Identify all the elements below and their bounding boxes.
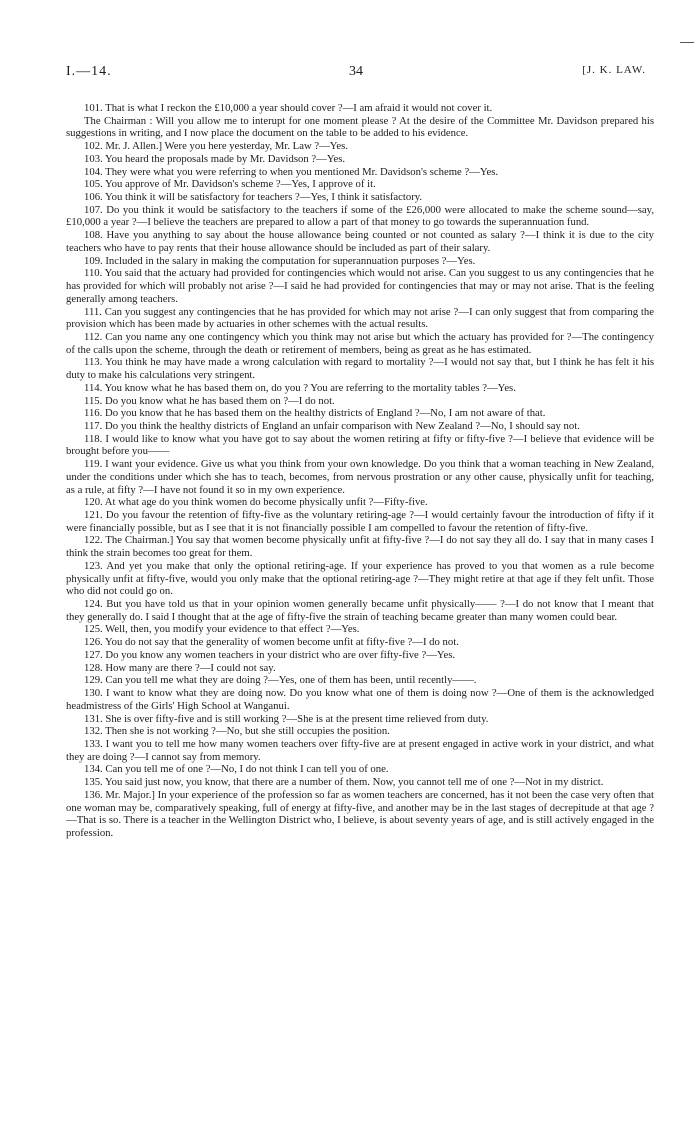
paragraph: 114. You know what he has based them on, do you ? You are referring to the mortality tables ?—Yes. [84, 381, 516, 394]
paragraph: 127. Do you know any women teachers in your district who are over fifty-five ?—Yes. [84, 648, 456, 661]
paragraph: 107. Do you think it would be satisfactory to the teachers if some of the £26,000 were allocated to make the scheme sound—say, £10,000 a year ?—I believe the teachers are prepared to allow a part of that money to go towards the superannuation fund. [66, 203, 654, 229]
paragraph: 108. Have you anything to say about the house allowance being counted or not counted as salary ?—I think it is due to the city teachers who have to pay rents that their house allowance should be included as part of their salary. [66, 229, 654, 254]
paragraph: 117. Do you think the healthy districts of England an unfair comparison with New Zealand ?—No, I should say not. [84, 419, 580, 432]
paragraph: 132. Then she is not working ?—No, but she still occupies the position. [84, 725, 390, 738]
paragraph: 126. You do not say that the generality of women become unfit at fifty-five ?—I do not. [84, 636, 459, 649]
paragraph: 120. At what age do you think women do become physically unfit ?—Fifty-five. [84, 496, 428, 509]
paragraph: 135. You said just now, you know, that there are a number of them. Now, you cannot tell me of one ?—Not in my district. [84, 776, 604, 789]
evidence-transcript [66, 102, 654, 840]
paragraph: 103. You heard the proposals made by Mr. Davidson ?—Yes. [84, 152, 346, 165]
witness-name: [J. K. LAW. [582, 64, 646, 76]
paragraph: 133. I want you to tell me how many women teachers over fifty-five are at present engaged in active work in your district, and what they are doing ?—I cannot say from memory. [66, 737, 654, 763]
paragraph: 106. You think it will be satisfactory for teachers ?—Yes, I think it satisfactory. [84, 191, 423, 204]
paragraph: 121. Do you favour the retention of fifty-five as the voluntary retiring-age ?—I would certainly favour the introduction of fifty if it were financially possible, but as I see that it is not financially possible I am compelled to favour the retention of fifty-five. [66, 509, 654, 534]
paragraph: 115. Do you know what he has based them on ?—I do not. [84, 394, 335, 407]
paragraph: 125. Well, then, you modify your evidence to that effect ?—Yes. [84, 623, 360, 636]
paragraph: 102. Mr. J. Allen.] Were you here yesterday, Mr. Law ?—Yes. [84, 140, 348, 153]
page-edge-mark [680, 42, 694, 43]
paragraph: 104. They were what you were referring to when you mentioned Mr. Davidson's scheme ?—Yes. [84, 165, 499, 178]
paragraph: 105. You approve of Mr. Davidson's scheme ?—Yes, I approve of it. [84, 178, 376, 191]
paragraph: 122. The Chairman.] You say that women become physically unfit at fifty-five ?—I do not say they all do. I say that in many cases I think the strain becomes too great for them. [66, 534, 654, 560]
paragraph: 101. That is what I reckon the £10,000 a year should cover ?—I am afraid it would not cover it. [84, 102, 493, 114]
paragraph: 123. And yet you make that only the optional retiring-age. If your experience has proved to you that women as a rule become physically unfit at fifty-five, would you only make that the optional retiring-age ?—They might retire at that age if they felt unfit. Those who did not could go on. [66, 559, 654, 598]
paragraph: 118. I would like to know what you have got to say about the women retiring at fifty or fifty-five ?—I believe that evidence will be brought before you—— [66, 432, 654, 458]
paragraph: 113. You think he may have made a wrong calculation with regard to mortality ?—I would not say that, but I think he has felt it his duty to make his calculations very stringent. [66, 356, 654, 382]
paragraph: 119. I want your evidence. Give us what you think from your own knowledge. Do you think that a woman teaching in New Zealand, under the conditions under which she has to teach, becomes, from nervous prostration or any other cause, physically unfit for teaching, as a rule, at fifty ?—I have not found it so in my own experience. [66, 458, 654, 496]
paragraph: 124. But you have told us that in your opinion women generally became unfit physically—— ?—I do not know that I meant that they generally do. I said I thought that at the age of fifty-five the strain of teaching became greater than many women could bear. [66, 598, 654, 623]
paragraph: 130. I want to know what they are doing now. Do you know what one of them is doing now ?—One of them is the acknowledged headmistress of the Girls' High School at Wanganui. [66, 687, 654, 712]
paragraph: 116. Do you know that he has based them on the healthy districts of England ?—No, I am not aware of that. [84, 407, 546, 420]
paragraph: 128. How many are there ?—I could not say. [84, 661, 276, 674]
page-header [66, 64, 646, 84]
paragraph: 134. Can you tell me of one ?—No, I do not think I can tell you of one. [84, 763, 389, 776]
page-number: 34 [349, 64, 363, 79]
document-reference: I.—14. [66, 64, 112, 79]
paragraph: 111. Can you suggest any contingencies that he has provided for which may not arise ?—I can only suggest that from comparing the provision which has been made by actuaries in other schemes with the actual results. [66, 305, 654, 331]
paragraph: 136. Mr. Major.] In your experience of the profession so far as women teachers are concerned, has it not been the case very often that one woman may be, comparatively speaking, full of energy at fifty-five, and another may be in the last stages of decrepitude at that age ?—That is so. There is a teacher in the Wellington District who, I believe, is about seventy years of age, and is still actively engaged in the profession. [66, 788, 654, 839]
paragraph: 109. Included in the salary in making the computation for superannuation purposes ?—Yes. [84, 254, 476, 267]
paragraph: 112. Can you name any one contingency which you think may not arise but which the actuary has provided for ?—The contingency of the calls upon the scheme, through the death or retirement of members, being as great as he has estimated. [66, 330, 654, 356]
paragraph: 129. Can you tell me what they are doing ?—Yes, one of them has been, until recently——. [84, 674, 477, 687]
paragraph: 131. She is over fifty-five and is still working ?—She is at the present time relieved from duty. [84, 712, 489, 725]
paragraph: 110. You said that the actuary had provided for contingencies which would not arise. Can you suggest to us any contingencies that he has provided for which will probably not arise ?—I said he had provided for contingencies that may or may not arise. That is the feeling generally among teachers. [66, 267, 654, 305]
paragraph: The Chairman : Will you allow me to interupt for one moment please ? At the desire of the Committee Mr. Davidson prepared his suggestions in writing, and I now place the document on the table to be added to his evidence. [66, 114, 654, 140]
